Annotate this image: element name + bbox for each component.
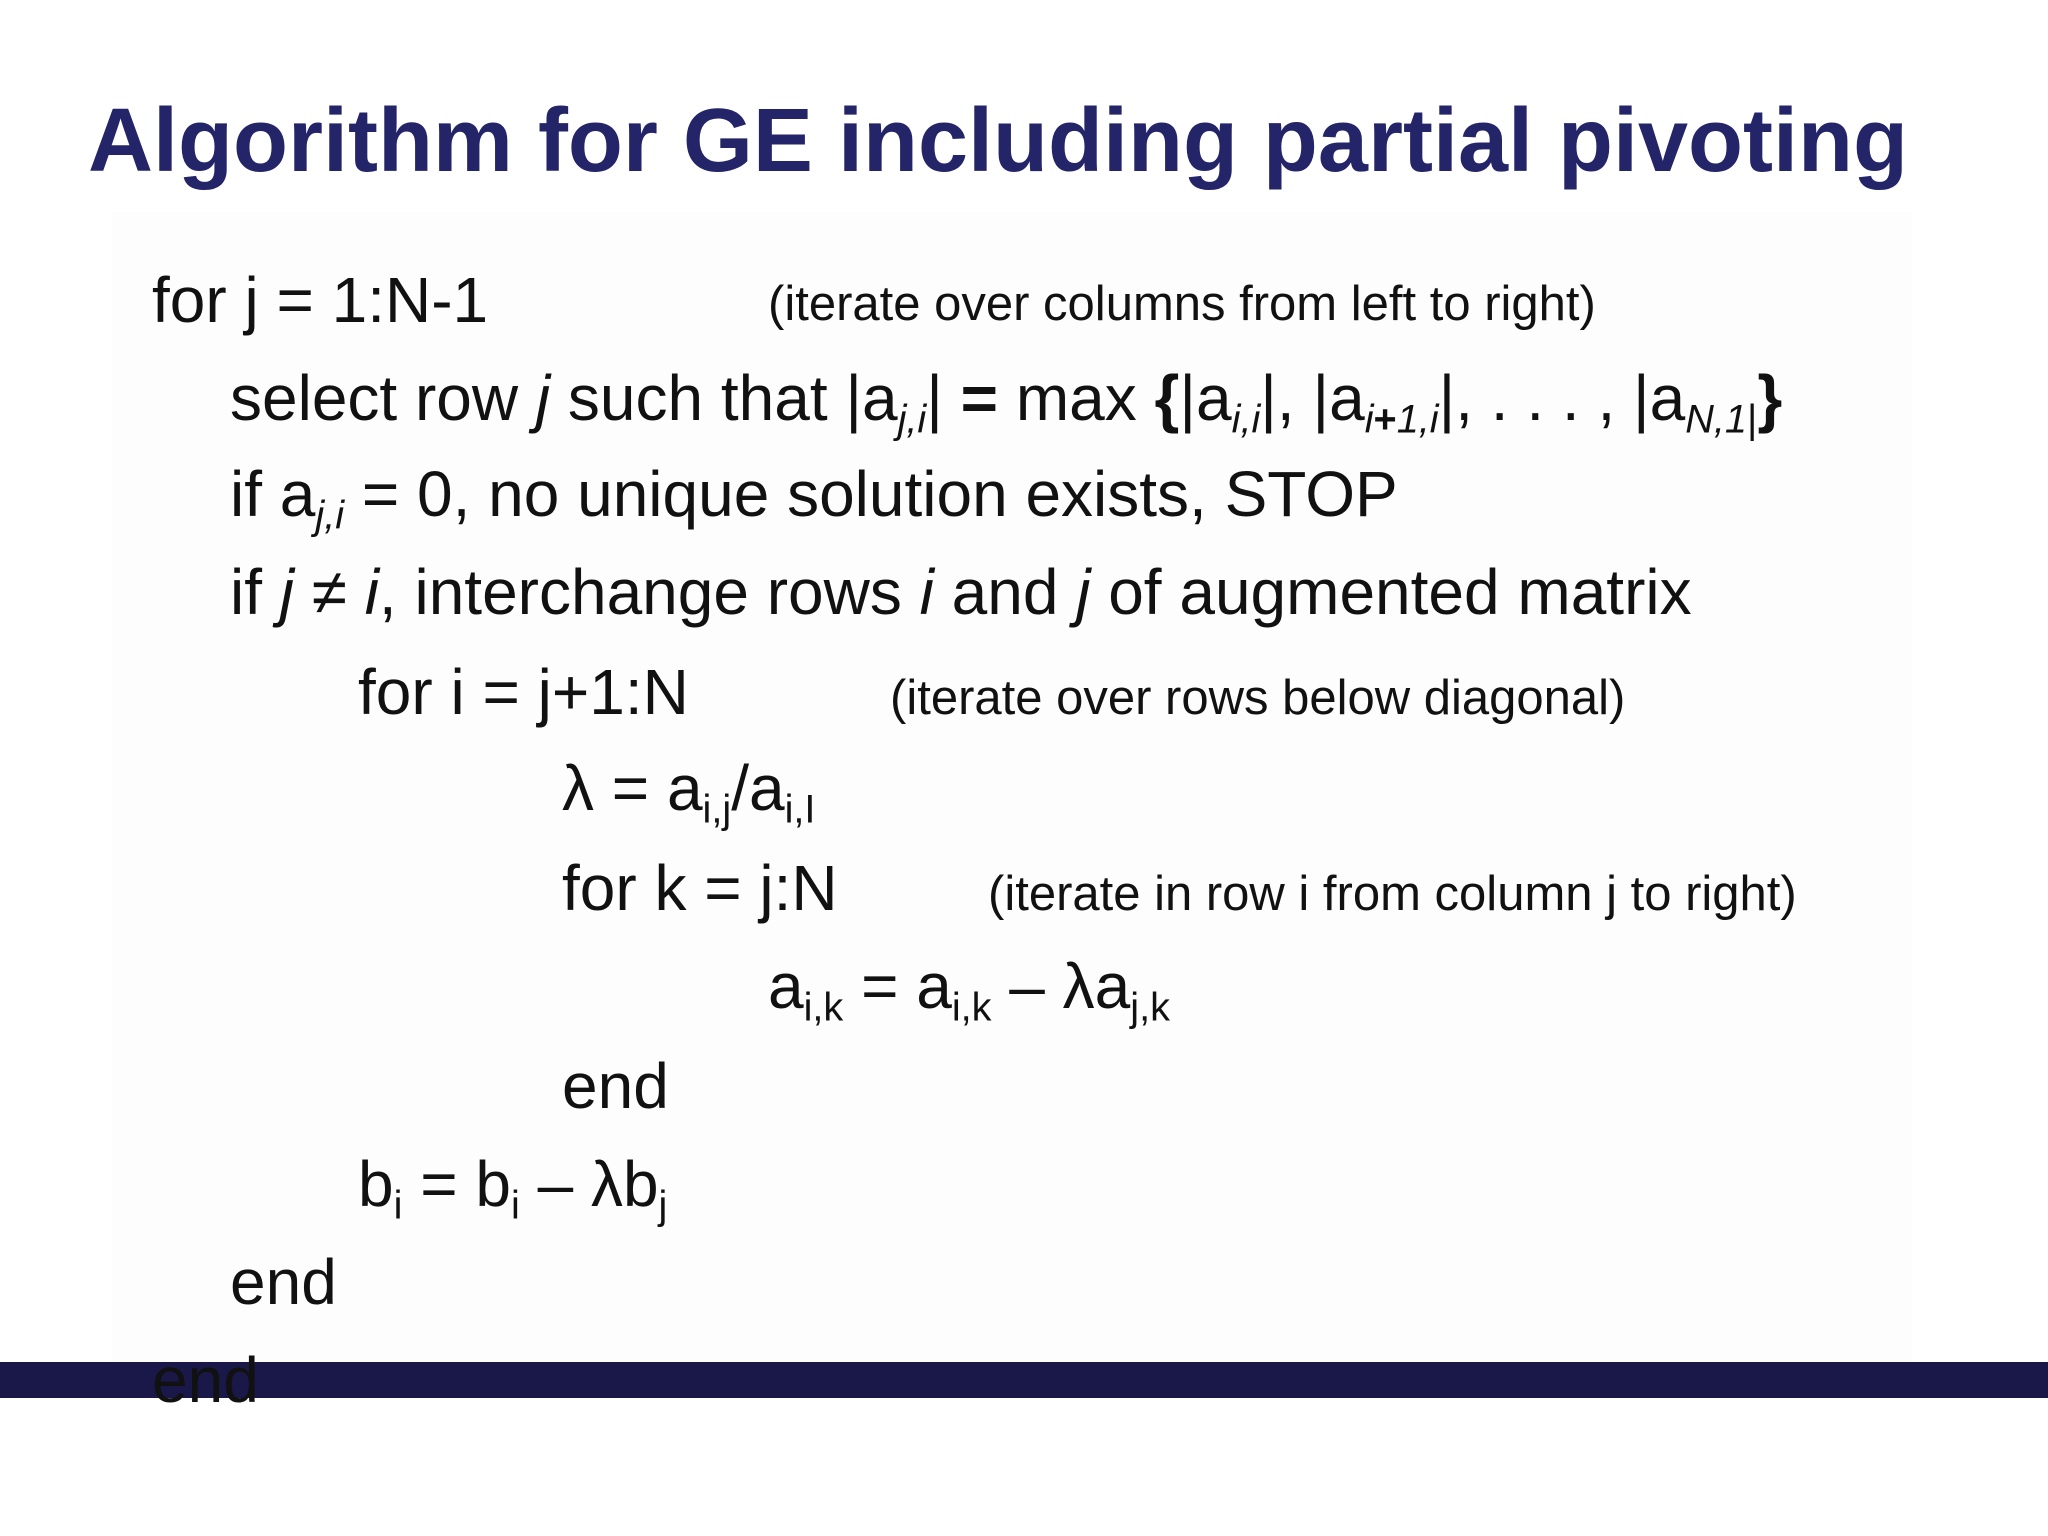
line-end-k: end <box>562 1050 669 1122</box>
line-for-j: for j = 1:N-1 <box>152 264 489 336</box>
line-update-a: $a_{i,k} = a_{i,k} - \lambda a_{j,k}$ <box>768 950 1170 1030</box>
line-lambda: $\lambda = a_{i,j}/a_{i,I}$ <box>562 752 816 832</box>
line-for-i: for i = j+1:N <box>358 656 689 728</box>
line-update-b: $b_i = b_i - \lambda b_j$ <box>358 1148 668 1228</box>
line-end-i: end <box>230 1246 337 1318</box>
line-if-zero: if $a_{j,i} = 0$, no unique solution exists, STOP <box>230 458 1398 538</box>
line-end-j: end <box>152 1344 259 1416</box>
comment-for-i: (iterate over rows below diagonal) <box>890 671 1626 725</box>
line-if-swap: if j ≠ i, interchange rows i and j of augmented matrix <box>230 556 1692 628</box>
comment-for-k: (iterate in row i from column j to right) <box>988 867 1797 921</box>
comment-for-j: (iterate over columns from left to right) <box>768 277 1596 331</box>
line-for-k: for k = j:N <box>562 852 838 924</box>
line-select-row: select row j such that $|a_{j,i}| = \max \{|a_{i,i}|$, $|a_{i+1,i}|$, . . . , $|a_{N,1|}$} <box>230 362 1783 442</box>
slide-title: Algorithm for GE including partial pivoting <box>88 91 1908 191</box>
footer-bar <box>0 1362 2048 1398</box>
